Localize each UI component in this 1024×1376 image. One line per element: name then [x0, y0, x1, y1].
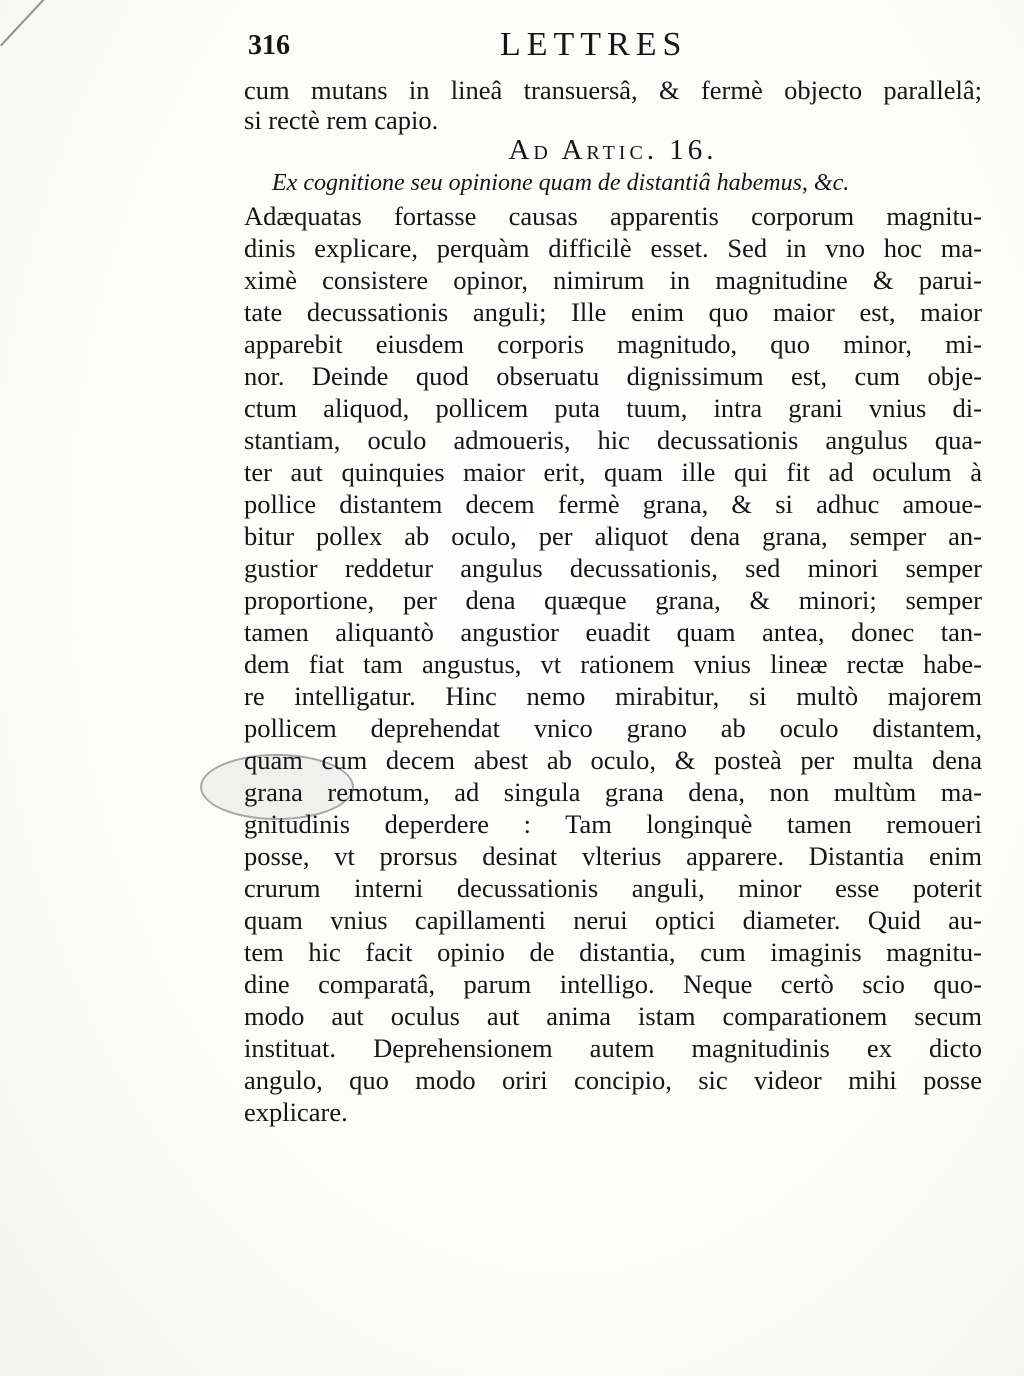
body-line: proportione, per dena quæque grana, & minori; semper [244, 585, 982, 615]
body-line: dem fiat tam angustus, vt rationem vnius lineæ rectæ habe- [244, 649, 982, 679]
body-line: tem hic facit opinio de distantia, cum imaginis magnitu- [244, 937, 982, 967]
body-line: Adæquatas fortasse causas apparentis corporum magnitu- [244, 201, 982, 231]
body-line: re intelligatur. Hinc nemo mirabitur, si multò majorem [244, 681, 982, 711]
body-line: tate decussationis anguli; Ille enim quo maior est, maior [244, 297, 982, 327]
body-line: gnitudinis deperdere : Tam longinquè tamen remoueri [244, 809, 982, 839]
running-head: LETTRES [500, 26, 688, 63]
body-line: gustior reddetur angulus decussationis, sed minori semper [244, 553, 982, 583]
body-line: bitur pollex ab oculo, per aliquot dena grana, semper an- [244, 521, 982, 551]
body-line: pollicem deprehendat vnico grano ab oculo distantem, [244, 713, 982, 743]
body-line: crurum interni decussationis anguli, minor esse poterit [244, 873, 982, 903]
body-line: apparebit eiusdem corporis magnitudo, quo minor, mi- [244, 329, 982, 359]
section-heading: Ad Artic. 16. [508, 134, 718, 166]
body-line: tamen aliquantò angustior euadit quam antea, donec tan- [244, 617, 982, 647]
intro-line: cum mutans in lineâ transuersâ, & fermè objecto parallelâ; [244, 75, 982, 105]
body-line: nor. Deinde quod obseruatu dignissimum est, cum obje- [244, 361, 982, 391]
body-line: ctum aliquod, pollicem puta tuum, intra grani vnius di- [244, 393, 982, 423]
page-number: 316 [248, 30, 290, 61]
intro-line: si rectè rem capio. [244, 105, 439, 135]
body-line: angulo, quo modo oriri concipio, sic videor mihi posse [244, 1065, 982, 1095]
body-line: grana remotum, ad singula grana dena, non multùm ma- [244, 777, 982, 807]
body-line: ter aut quinquies maior erit, quam ille qui fit ad oculum à [244, 457, 982, 487]
body-line: instituat. Deprehensionem autem magnitudinis ex dicto [244, 1033, 982, 1063]
body-line: quam vnius capillamenti nerui optici diameter. Quid au- [244, 905, 982, 935]
body-line: pollice distantem decem fermè grana, & si adhuc amoue- [244, 489, 982, 519]
body-line: ximè consistere opinor, nimirum in magnitudine & parui- [244, 265, 982, 295]
body-line: explicare. [244, 1097, 348, 1127]
page-header [248, 24, 758, 68]
body-line: stantiam, oculo admoueris, hic decussationis angulus qua- [244, 425, 982, 455]
body-line: modo aut oculus aut anima istam comparationem secum [244, 1001, 982, 1031]
page-edge-mark [0, 0, 96, 94]
section-quote: Ex cognitione seu opinione quam de distantiâ habemus, &c. [272, 170, 850, 196]
body-line: quam cum decem abest ab oculo, & posteà per multa dena [244, 745, 982, 775]
body-line: posse, vt prorsus desinat vlterius apparere. Distantia enim [244, 841, 982, 871]
body-line: dinis explicare, perquàm difficilè esset. Sed in vno hoc ma- [244, 233, 982, 263]
body-line: dine comparatâ, parum intelligo. Neque certò scio quo- [244, 969, 982, 999]
